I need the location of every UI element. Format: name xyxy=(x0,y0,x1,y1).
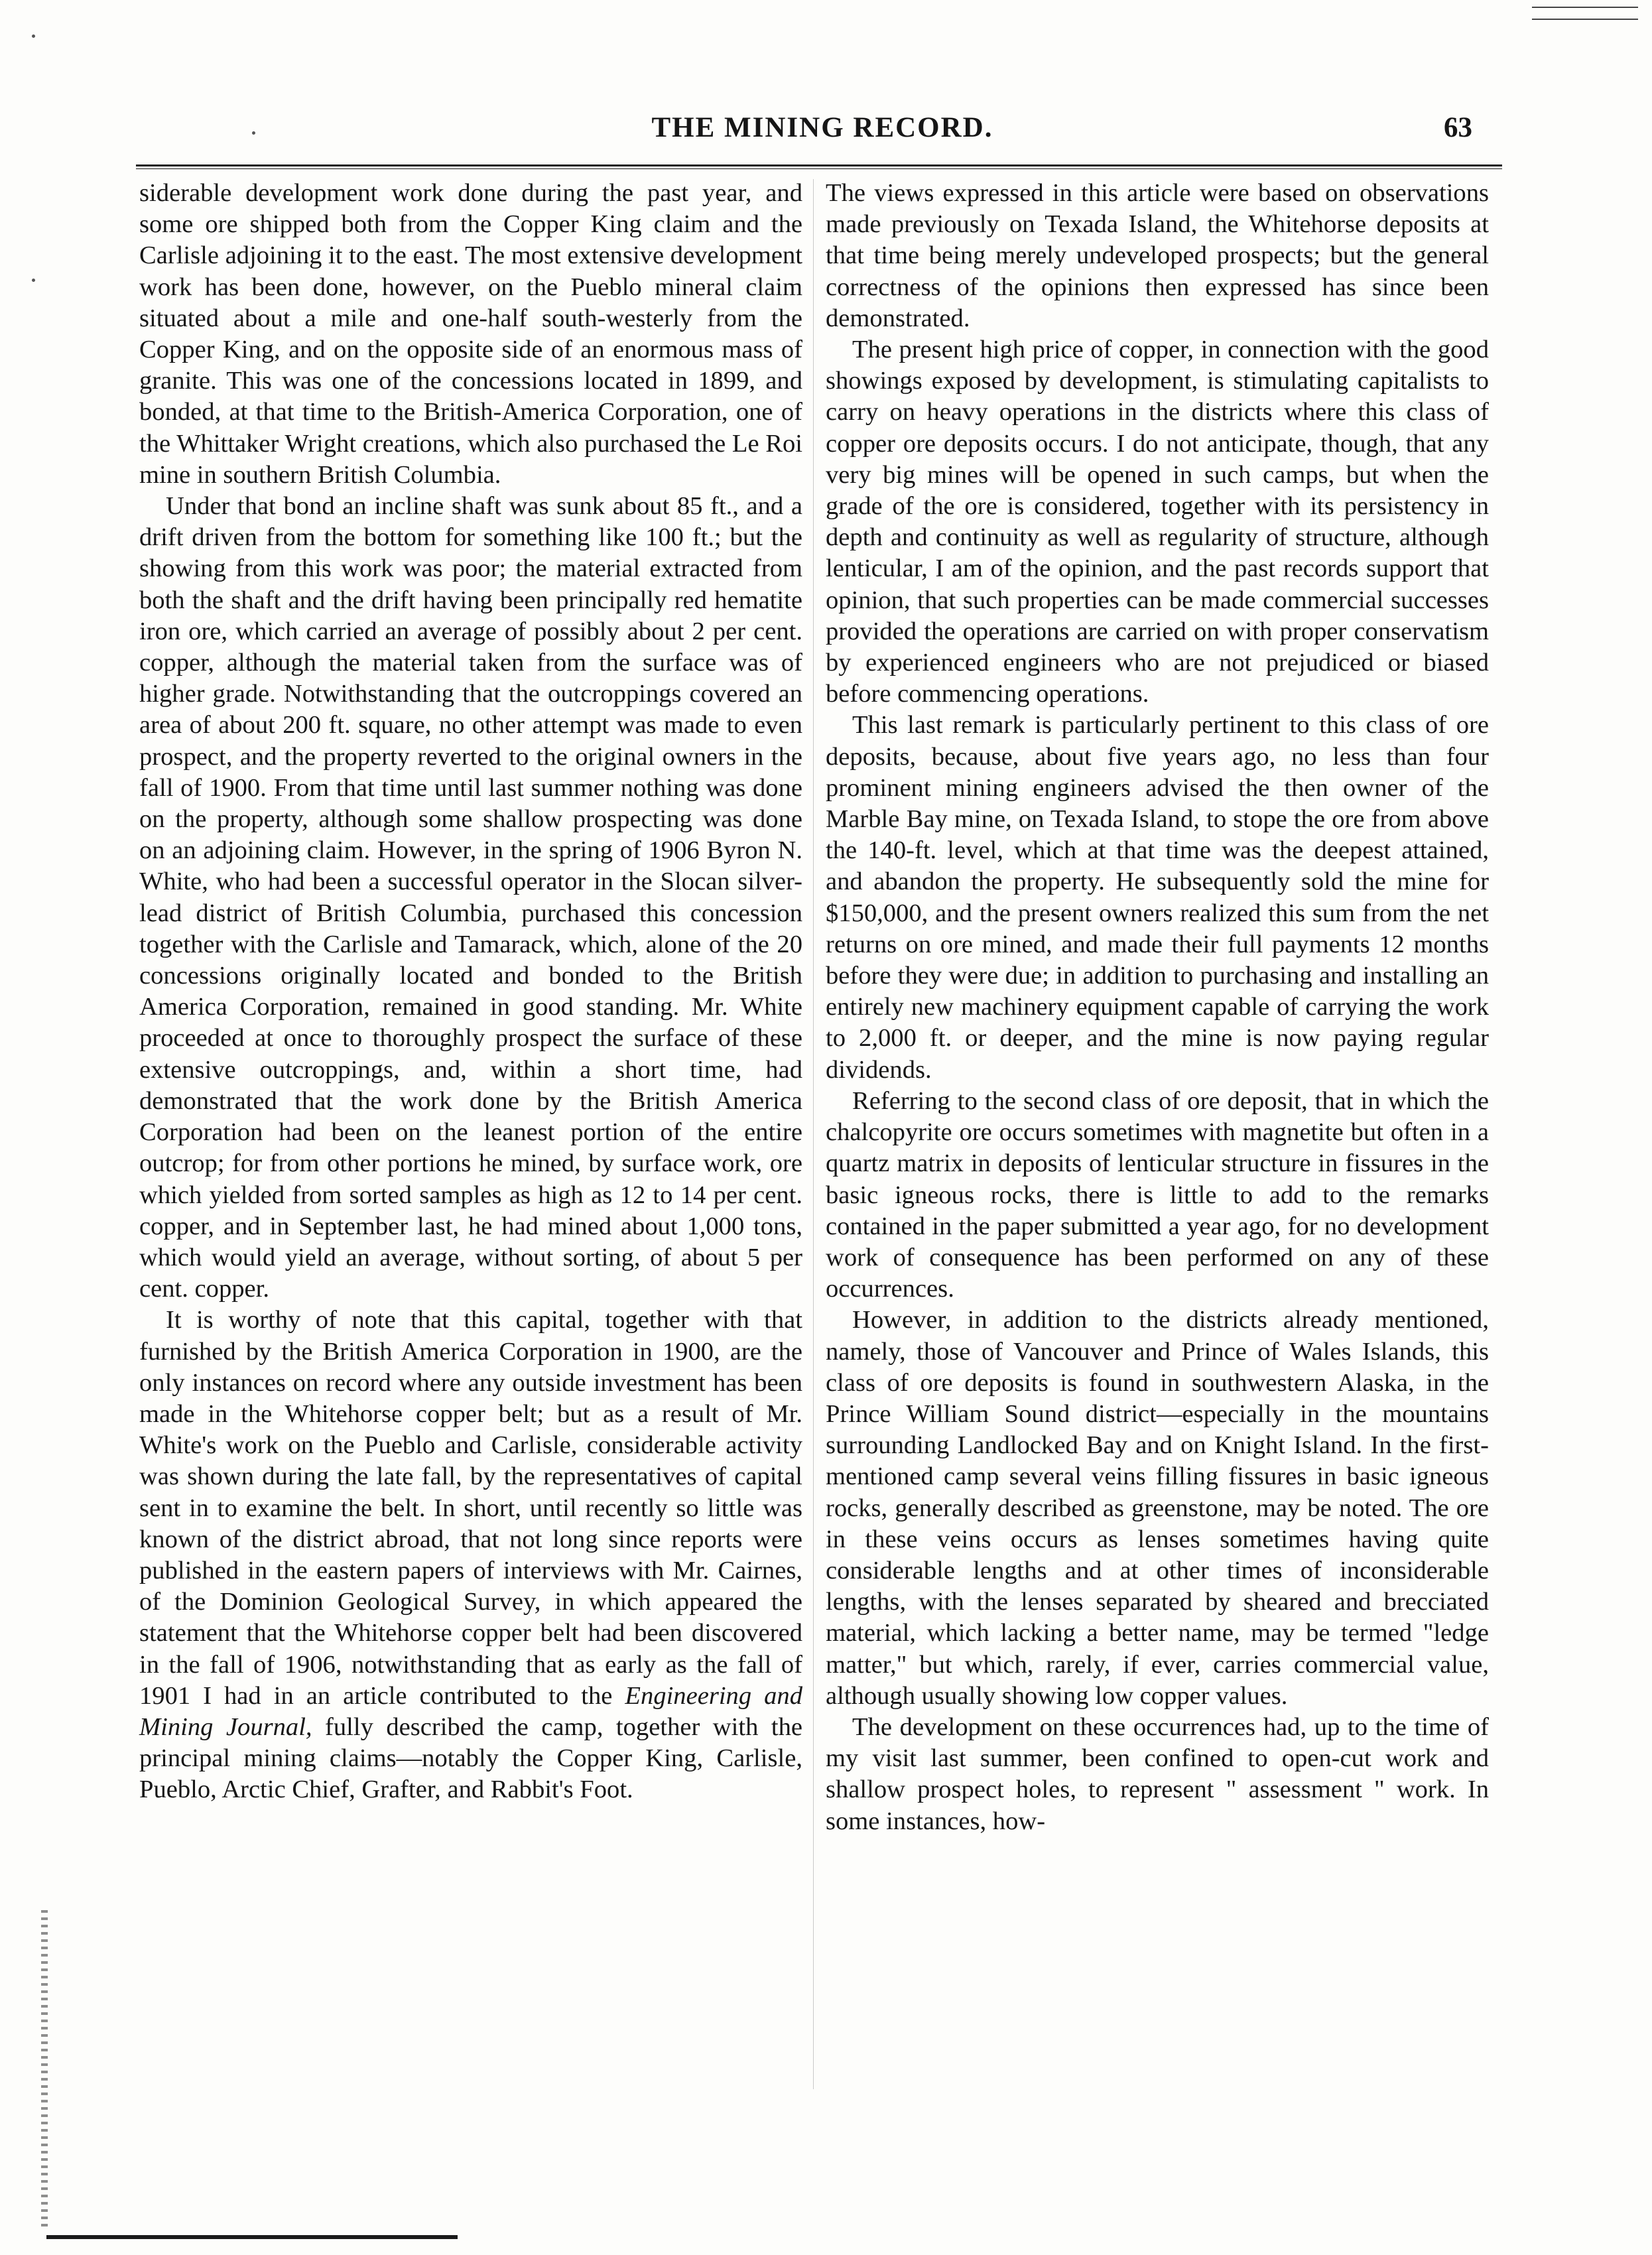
paragraph: Under that bond an incline shaft was sunk about 85 ft., and a drift driven from the bottom for something like 100 ft.; but the showing from this work was poor; the material extracted from both the shaft and the drift having been principally red hematite iron ore, which carried an average of possibly about 2 per cent. copper, although the material taken from the surface was of higher grade. Notwithstanding that the outcroppings covered an area of about 200 ft. square, no other attempt was made to even prospect, and the property reverted to the original owners in the fall of 1900. From that time until last summer nothing was done on the property, although some shallow prospecting was done on an adjoining claim. However, in the spring of 1906 Byron N. White, who had been a successful operator in the Slocan silver-lead district of British Columbia, purchased this concession together with the Carlisle and Tamarack, which, alone of the 20 concessions originally located and bonded to the British America Corporation, remained in good standing. Mr. White proceeded at once to thoroughly prospect the surface of these extensive outcroppings, and, within a short time, had demonstrated that the work done by the British America Corporation had been on the leanest portion of the entire outcrop; for from other portions he mined, by surface work, ore which yielded from sorted samples as high as 12 to 14 per cent. copper, and in September last, he had mined about 1,000 tons, which would yield an average, without sorting, of about 5 per cent. copper. xyxy=(139,492,802,1303)
paragraph-text: It is worthy of note that this capital, together with that furnished by the British America Corporation in 1900, are the only instances on record where any outside investment has been made in the Whitehorse copper belt; but as a result of Mr. White's work on the Pueblo and Carlisle, considerable activity was shown during the late fall, by the representatives of capital sent in to examine the belt. In short, until recently so little was known of the district abroad, that not long since reports were published in the eastern papers of interviews with Mr. Cairnes, of the Dominion Geological Survey, in which appeared the statement that the Whitehorse copper belt had been discovered in the fall of 1906, notwithstanding that as early as the fall of 1901 I had in an article contributed to the xyxy=(139,1306,802,1710)
edge-mark xyxy=(1532,7,1638,8)
speck xyxy=(32,34,35,38)
right-column xyxy=(826,178,1489,1837)
paragraph-text: fully described the camp, together with the principal mining claims—notably the Copper King, Carlisle, Pueblo, Arctic Chief, Grafter, and Rabbit's Foot. xyxy=(139,1712,802,1804)
column-divider xyxy=(813,179,814,2089)
paragraph: This last remark is particularly pertinent to this class of ore deposits, because, about five years ago, no less than four prominent mining engineers advised the then owner of the Marble Bay mine, on Texada Island, to stope the ore from above the 140-ft. level, which at that time was the deepest attained, and abandon the property. He subsequently sold the mine for $150,000, and the present owners realized this sum from the net returns on ore mined, and made their full payments 12 months before they were due; in addition to purchasing and installing an entirely new machinery equipment capable of carrying the work to 2,000 ft. or deeper, and the mine is now paying regular dividends. xyxy=(826,711,1489,1084)
edge-mark xyxy=(1532,19,1638,20)
binding-edge xyxy=(41,1910,48,2228)
running-header xyxy=(159,111,1486,158)
paragraph: The views expressed in this article were based on observations made previously on Texada Island, the Whitehorse deposits at that time being merely undeveloped prospects; but the general correctness of the opinions then expressed has since been demonstrated. xyxy=(826,179,1489,332)
paragraph: However, in addition to the districts already mentioned, namely, those of Vancouver and Prince of Wales Islands, this class of ore deposits is found in southwestern Alaska, in the Prince William Sound district—especially in the mountains surrounding Landlocked Bay and on Knight Island. In the first-mentioned camp several veins filling fissures in basic igneous rocks, generally described as greenstone, may be noted. The ore in these veins occurs as lenses sometimes having quite considerable lengths and at other times of inconsiderable lengths, with the lenses separated by sheared and brecciated material, which lacking a better name, may be termed "ledge matter," but which, rarely, if ever, carries commercial value, although usually showing low copper values. xyxy=(826,1306,1489,1710)
paragraph: siderable development work done during the past year, and some ore shipped both from the Copper King claim and the Carlisle adjoining it to the east. The most extensive development work has been done, however, on the Pueblo mineral claim situated about a mile and one-half south-westerly from the Copper King, and on the opposite side of an enormous mass of granite. This was one of the concessions located in 1899, and bonded, at that time to the British-America Corporation, one of the Whittaker Wright creations, which also purchased the Le Roi mine in southern British Columbia. xyxy=(139,179,802,489)
speck xyxy=(32,279,35,282)
paragraph: The present high price of copper, in connection with the good showings exposed by development, is stimulating capitalists to carry on heavy operations in the districts where this class of copper ore deposits occurs. I do not anticipate, though, that any very big mines will be opened in such camps, but when the grade of the ore is considered, together with its persistency in depth and continuity as well as regularity of structure, although lenticular, I am of the opinion, and the past records support that opinion, that such properties can be made commercial successes provided the operations are carried on with proper conservatism by experienced engineers who are not prejudiced or biased before commencing operations. xyxy=(826,336,1489,708)
header-rule xyxy=(136,164,1502,169)
paragraph: Referring to the second class of ore deposit, that in which the chalcopyrite ore occurs sometimes with magnetite but often in a quartz matrix in deposits of lenticular structure in fissures in the basic igneous rocks, there is little to add to the remarks contained in the paper submitted a year ago, for no development work of consequence has been performed on any of these occurrences. xyxy=(826,1086,1489,1303)
page-number: 63 xyxy=(1444,112,1472,143)
paragraph xyxy=(139,1305,802,1805)
paragraph: The development on these occurrences had, up to the time of my visit last summer, been confined to open-cut work and shallow prospect holes, to represent " assessment " work. In some instances, how- xyxy=(826,1712,1489,1835)
bottom-rule xyxy=(46,2235,458,2239)
left-column xyxy=(139,178,802,1806)
journal-title: THE MINING RECORD. xyxy=(651,112,993,143)
journal-citation: Engineering and Mining Journal, xyxy=(139,1681,803,1741)
